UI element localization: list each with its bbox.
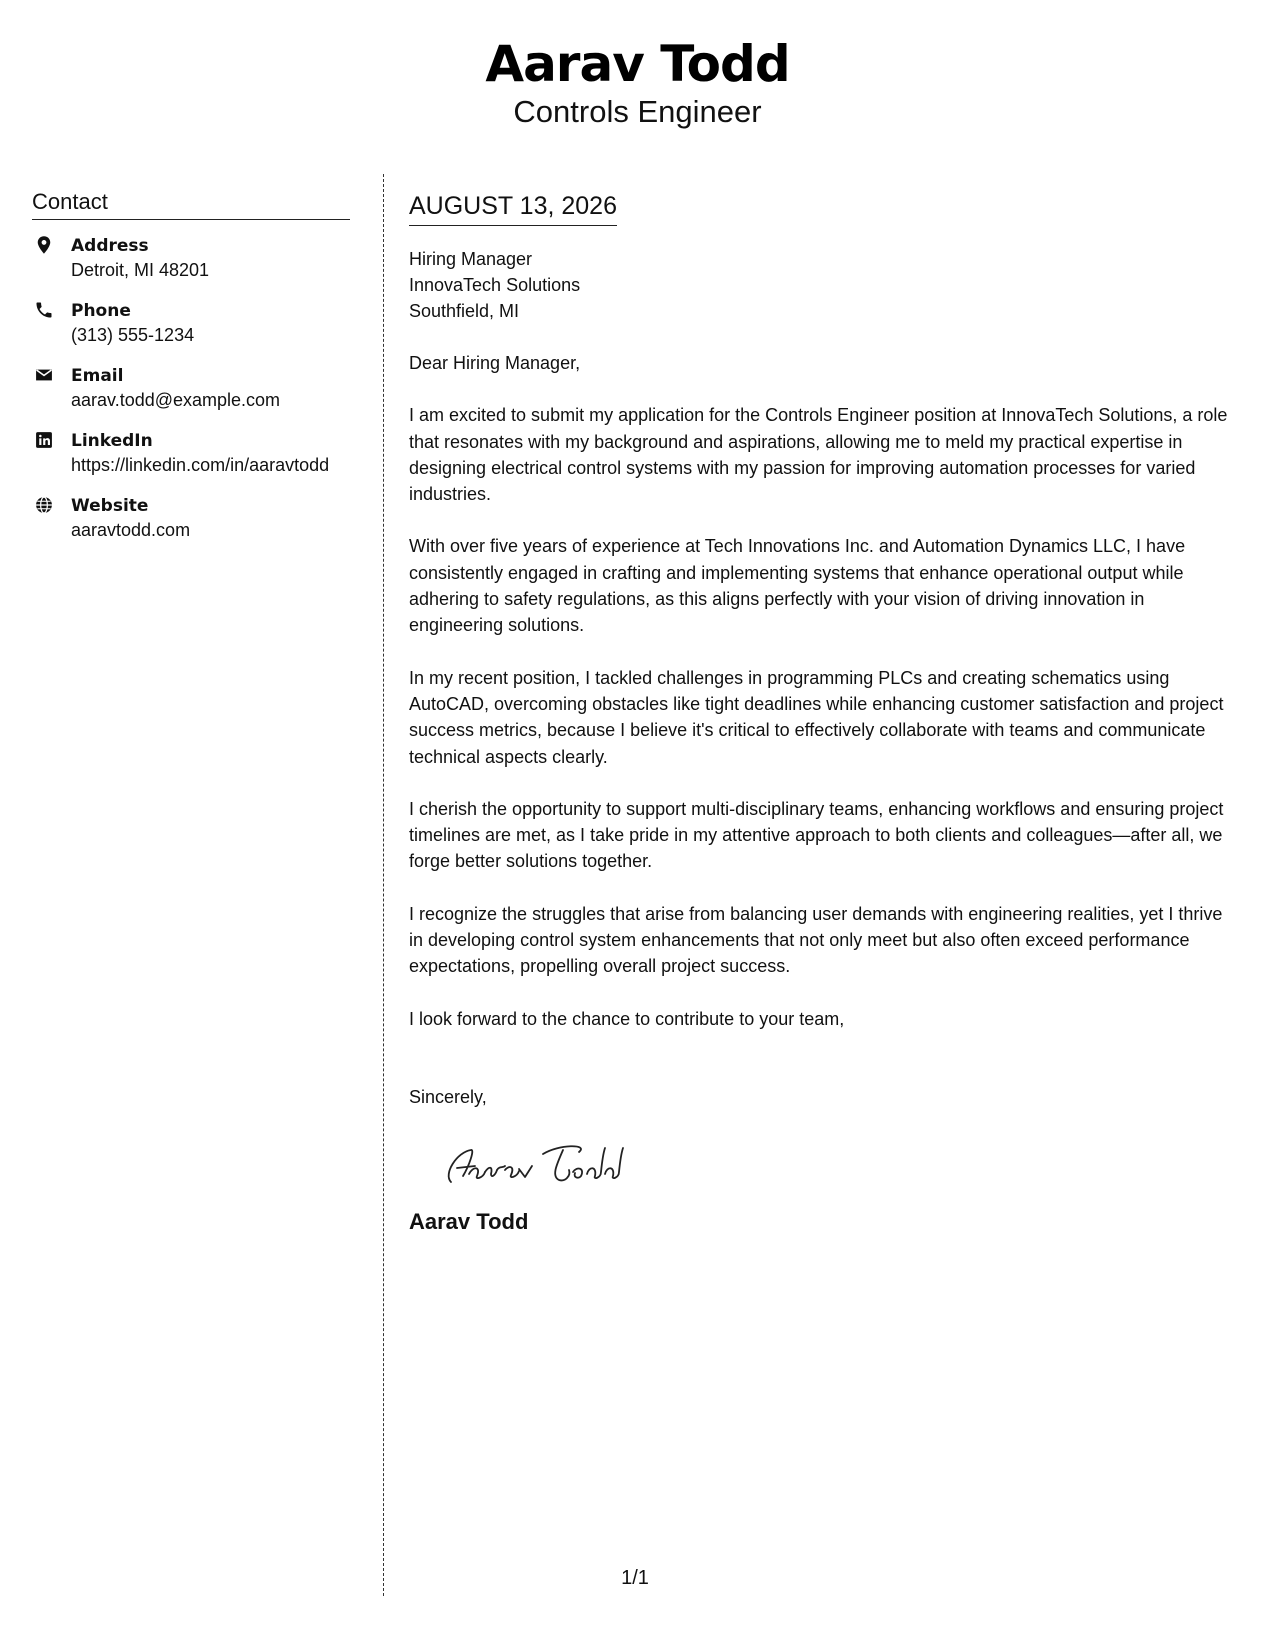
contact-value: (313) 555-1234 [71,325,195,345]
contact-item-address [32,234,350,283]
contact-label: Address [71,236,149,256]
applicant-title: Controls Engineer [513,94,762,129]
contact-item-linkedin [32,429,350,478]
signer-name: Aarav Todd [409,1209,529,1235]
signoff: Sincerely, [409,1086,487,1107]
recipient-line: Hiring Manager [409,249,533,269]
recipient-block [409,246,1239,324]
letter-body [409,190,1239,1236]
closing-line: I look forward to the chance to contribute to your team, [409,1008,845,1029]
phone-icon [34,300,54,320]
contact-label: Phone [71,301,131,321]
globe-icon [34,495,54,515]
body-paragraph: With over five years of experience at Tech Innovations Inc. and Automation Dynamics LLC, I have consistently engaged in crafting and implementing systems that enhance operational output while adhering to safety regulations, as this aligns perfectly with your vision of driving innovation in engineering solutions. [409,536,1186,636]
body-paragraph: I cherish the opportunity to support multi-disciplinary teams, enhancing workflows and ensuring project timelines are met, as I take pride in my attentive approach to both clients and colleagues—after all, we forge better solutions together. [409,798,1224,872]
map-pin-icon [34,235,54,255]
applicant-name: Aarav Todd [485,35,790,93]
letter-header [0,34,1275,130]
linkedin-icon [34,430,54,450]
signature-drawing [439,1136,639,1194]
contact-item-website [32,494,350,543]
body-paragraph: I recognize the struggles that arise from balancing user demands with engineering realities, yet I thrive in developing control system enhancements that not only meet but also often exceed performance expectations, propelling overall project success. [409,903,1223,977]
contact-value: Detroit, MI 48201 [71,260,210,280]
contact-label: Email [71,366,124,386]
contact-item-phone [32,299,350,348]
page-number: 1/1 [621,1567,649,1589]
envelope-icon [34,365,54,385]
contact-label: Website [71,496,149,516]
handwritten-signature [439,1136,1239,1194]
body-paragraph: I am excited to submit my application for the Controls Engineer position at InnovaTech Solutions, a role that resonates with my background and aspirations, allowing me to meld my practical expertise in designing electrical control systems with my passion for improving automation processes for varied industries. [409,405,1228,505]
contact-value[interactable]: https://linkedin.com/in/aaravtodd [71,455,330,475]
column-divider [383,174,384,1596]
contact-item-email [32,364,350,413]
contact-sidebar [32,188,350,559]
recipient-line: InnovaTech Solutions [409,275,581,295]
contact-heading: Contact [32,188,350,220]
salutation: Dear Hiring Manager, [409,353,581,373]
recipient-line: Southfield, MI [409,301,520,321]
letter-date: AUGUST 13, 2026 [409,190,617,226]
body-paragraph: In my recent position, I tackled challenges in programming PLCs and creating schematics using AutoCAD, overcoming obstacles like tight deadlines while enhancing customer satisfaction and project success metrics, because I believe it's critical to effectively collaborate with teams and communicate technical aspects clearly. [409,667,1224,767]
contact-label: LinkedIn [71,431,153,451]
contact-value[interactable]: aaravtodd.com [71,520,191,540]
contact-value: aarav.todd@example.com [71,390,281,410]
